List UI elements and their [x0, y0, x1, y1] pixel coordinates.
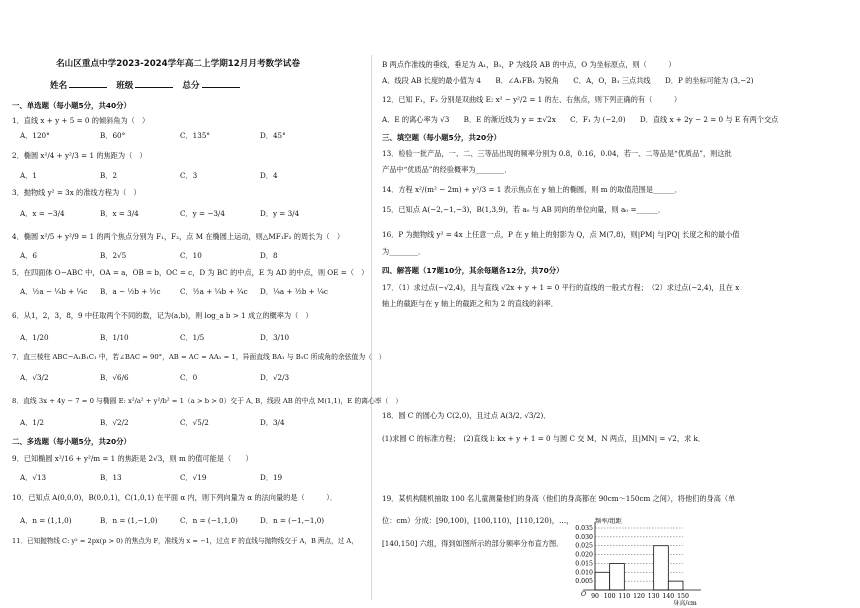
- x-axis-label: 身高/cm: [673, 600, 697, 606]
- question-7: 7．直三棱柱 ABC−A₁B₁C₁ 中，若∠BAC = 90°，AB = AC = AA₁ = 1，异面直线 BA₁ 与 B₁C 所成角的余弦值为（ ）: [12, 353, 386, 361]
- question-2: 2．椭圆 x²/4 + y²/3 = 1 的焦距为（ ）: [12, 151, 147, 160]
- question-18: 18．圆 C 的圆心为 C(2,0)，且过点 A(3/2, √3/2)．: [382, 411, 551, 420]
- option[interactable]: A．120°: [20, 131, 50, 140]
- option[interactable]: A．1: [20, 171, 37, 180]
- question-6: 6．从1，2，3，8，9 中任取两个不同的数，记为(a,b)，则 log_a b > 1 成立的概率为（ ）: [12, 311, 313, 320]
- y-tick-label: 0.025: [575, 542, 593, 550]
- option[interactable]: B．2: [100, 171, 118, 180]
- option[interactable]: C．3: [180, 171, 198, 180]
- q11-options[interactable]: A．线段 AB 长度的最小值为 4 B．∠A₁FB₁ 为锐角 C．A，O，B₁ 三点共线 D．P 的坐标可能为 (3,−2): [382, 76, 754, 85]
- question-4-options: [20, 251, 340, 260]
- option[interactable]: D．3/10: [260, 333, 290, 342]
- column-divider: [371, 55, 372, 600]
- x-tick-label: 110: [618, 593, 631, 600]
- question-5: 5．在四面体 O−ABC 中，OA = a，OB = b，OC = c，D 为 BC 的中点，E 为 AD 的中点，则 OE =（ ）: [12, 268, 369, 277]
- option[interactable]: D．y = 3/4: [260, 209, 300, 218]
- section-multi-choice: 二、多选题（每小题5分，共20分）: [12, 437, 131, 446]
- option[interactable]: A．1/2: [20, 418, 44, 427]
- option[interactable]: C．n = (−1,1,0): [180, 516, 238, 525]
- question-19: 19．某机构随机抽取 100 名儿童测量他们的身高（他们的身高都在 90cm～150cm 之间），将他们的身高（单: [382, 494, 736, 503]
- option[interactable]: A．6: [20, 251, 37, 260]
- option[interactable]: A．n = (1,1,0): [20, 516, 72, 525]
- question-19-line3: [140,150] 六组，得到如图所示的部分频率分布直方图．: [382, 539, 564, 548]
- option[interactable]: D．19: [260, 473, 283, 482]
- option[interactable]: B．x = 3/4: [100, 209, 139, 218]
- histogram-bar: [610, 563, 625, 590]
- option[interactable]: A．√13: [20, 473, 47, 482]
- y-tick-label: 0.030: [575, 533, 593, 541]
- option[interactable]: B．√2/2: [100, 418, 129, 427]
- option[interactable]: B．2√5: [100, 251, 127, 260]
- option[interactable]: C．0: [180, 373, 198, 382]
- option[interactable]: A．½a − ¼b + ¼c: [20, 287, 88, 296]
- question-1: 1．直线 x + y + 5 = 0 的倾斜角为（ ）: [12, 116, 150, 125]
- option[interactable]: C．1/5: [180, 333, 205, 342]
- option[interactable]: B．a − ½b + ½c: [100, 287, 161, 296]
- q12-options[interactable]: A．E 的离心率为 √3 B．E 的渐近线为 y = ±√2x C．F₁ 为 (−2,0) D．直线 x + 2y − 2 = 0 与 E 有两个交点: [382, 115, 779, 124]
- question-15: 15．已知点 A(−2,−1,−3)，B(1,3,9)，若 a₀ 与 AB 同向的单位向量，则 a₀ =______．: [382, 205, 666, 214]
- y-tick-label: 0.010: [575, 569, 593, 577]
- y-tick-label: 0.015: [575, 560, 593, 568]
- question-18-parts: (1)求圆 C 的标准方程； (2)直线 l: kx + y + 1 = 0 与圆 C 交 M，N 两点，且|MN| = √2，求 k．: [382, 434, 706, 443]
- histogram-chart: [555, 514, 705, 606]
- question-8: 8．直线 3x + 4y − 7 = 0 与椭圆 E: x²/a² + y²/b² = 1（a > b > 0）交于 A, B，线段 AB 的中点 M(1,1)，E 的离心率（ ）: [12, 397, 402, 405]
- y-tick-label: 0.005: [575, 578, 593, 586]
- histogram-bar: [595, 572, 610, 590]
- question-13: 13．检验一批产品，一、二、三等品出现的频率分别为 0.8，0.16，0.04，若一、二等品是“优质品”，则这批: [382, 149, 732, 158]
- question-8-options: [20, 418, 340, 427]
- option[interactable]: B．13: [100, 473, 122, 482]
- class-label: 班级: [116, 81, 134, 91]
- option[interactable]: C．√19: [180, 473, 207, 482]
- class-blank[interactable]: [135, 80, 173, 88]
- name-blank[interactable]: [69, 80, 107, 88]
- question-17-line2: 轴上的截距与在 y 轴上的截距之和为 2 的直线的斜率．: [382, 299, 558, 308]
- question-19-line2: 位：cm）分成：[90,100)，[100,110)，[110,120)，…，: [382, 516, 574, 525]
- question-16: 16．P 为抛物线 y² = 4x 上任意一点，P 在 y 轴上的射影为 Q，点 M(7,8)，则|PM| 与|PQ| 长度之和的最小值: [382, 230, 740, 239]
- score-label: 总分: [182, 81, 200, 91]
- option[interactable]: D．45°: [260, 131, 286, 140]
- y-tick-label: 0.035: [575, 525, 593, 532]
- option[interactable]: A．1/20: [20, 333, 49, 342]
- y-axis-label: 频率/组距: [595, 518, 622, 525]
- section-fill-in: 三、填空题（每小题5分，共20分）: [382, 133, 501, 142]
- x-tick-label: 130: [647, 593, 660, 600]
- y-tick-label: 0.020: [575, 551, 593, 559]
- option[interactable]: C．√5/2: [180, 418, 209, 427]
- question-13-line2: 产品中“优质品”的经验概率为________．: [382, 165, 512, 174]
- question-5-options: [20, 287, 340, 296]
- question-14: 14．方程 x²/(m² − 2m) + y²/3 = 1 表示焦点在 y 轴上的椭圆，则 m 的取值范围是______．: [382, 185, 682, 194]
- option[interactable]: C．y = −3/4: [180, 209, 225, 218]
- page-title: 名山区重点中学2023-2024学年高二上学期12月月考数学试卷: [56, 59, 300, 69]
- score-blank[interactable]: [202, 80, 240, 88]
- question-7-options: [20, 373, 340, 382]
- option[interactable]: D．¼a + ½b + ¼c: [260, 287, 328, 296]
- option[interactable]: D．√2/3: [260, 373, 290, 382]
- option[interactable]: D．3/4: [260, 418, 285, 427]
- x-tick-label: 90: [591, 593, 599, 600]
- histogram-bar: [668, 581, 683, 590]
- option[interactable]: B．√6/6: [100, 373, 129, 382]
- question-9: 9．已知椭圆 x²/16 + y²/m = 1 的焦距是 2√3，则 m 的值可能是（ ）: [12, 454, 253, 463]
- question-4: 4．椭圆 x²/5 + y²/9 = 1 的两个焦点分别为 F₁，F₂，点 M 在椭圆上运动，则△MF₁F₂ 的周长为（ ）: [12, 232, 345, 241]
- x-tick-label: 140: [662, 593, 675, 600]
- question-17: 17．（1）求过点(−√2,4)，且与直线 √2x + y + 1 = 0 平行的直线的一般式方程； （2）求过点(−2,4)，且在 x: [382, 283, 740, 292]
- option[interactable]: C．10: [180, 251, 202, 260]
- option[interactable]: D．4: [260, 171, 278, 180]
- option[interactable]: D．n = (−1,−1,0): [260, 516, 325, 525]
- option[interactable]: B．n = (1,−1,0): [100, 516, 158, 525]
- option[interactable]: C．135°: [180, 131, 210, 140]
- student-info-row: [50, 80, 246, 92]
- option[interactable]: B．1/10: [100, 333, 129, 342]
- option[interactable]: A．x = −3/4: [20, 209, 65, 218]
- x-tick-label: 100: [603, 593, 616, 600]
- q11-continued: B 两点作准线的垂线，垂足为 A₁，B₁，P 为线段 AB 的中点，O 为坐标原点，则（ ）: [382, 60, 676, 69]
- question-3: 3．抛物线 y² = 3x 的准线方程为（ ）: [12, 188, 141, 197]
- option[interactable]: D．8: [260, 251, 278, 260]
- question-6-options: [20, 333, 340, 342]
- question-1-options: [20, 131, 340, 140]
- section-single-choice: 一、单选题（每小题5分，共40分）: [12, 101, 131, 110]
- name-label: 姓名: [50, 81, 68, 91]
- question-10-options: [20, 516, 340, 525]
- question-11: 11．已知抛物线 C: y² = 2px(p > 0) 的焦点为 F，准线为 x = −1，过点 F 的直线与抛物线交于 A，B 两点，过 A，: [12, 537, 358, 545]
- section-solve: 四、解答题（17题10分，其余每题各12分，共70分）: [382, 266, 564, 275]
- question-3-options: [20, 209, 340, 218]
- question-16-line2: 为________．: [382, 247, 426, 256]
- question-10: 10．已知点 A(0,0,0)，B(0,0,1)，C(1,0,1) 在平面 α 内，则下列向量为 α 的法向量的是（ ）．: [12, 493, 338, 502]
- question-2-options: [20, 171, 340, 180]
- histogram-bar: [654, 546, 669, 590]
- question-12: 12．已知 F₁，F₂ 分别是双曲线 E: x² − y²/2 = 1 的左、右焦点，则下列正确的有（ ）: [382, 95, 682, 104]
- x-tick-label: 120: [633, 593, 645, 600]
- question-9-options: [20, 473, 340, 482]
- origin-label: O: [581, 591, 587, 598]
- option[interactable]: A．√3/2: [20, 373, 49, 382]
- option[interactable]: C．½a + ¼b + ¼c: [180, 287, 248, 296]
- option[interactable]: B．60°: [100, 131, 126, 140]
- x-tick-label: 150: [677, 593, 689, 600]
